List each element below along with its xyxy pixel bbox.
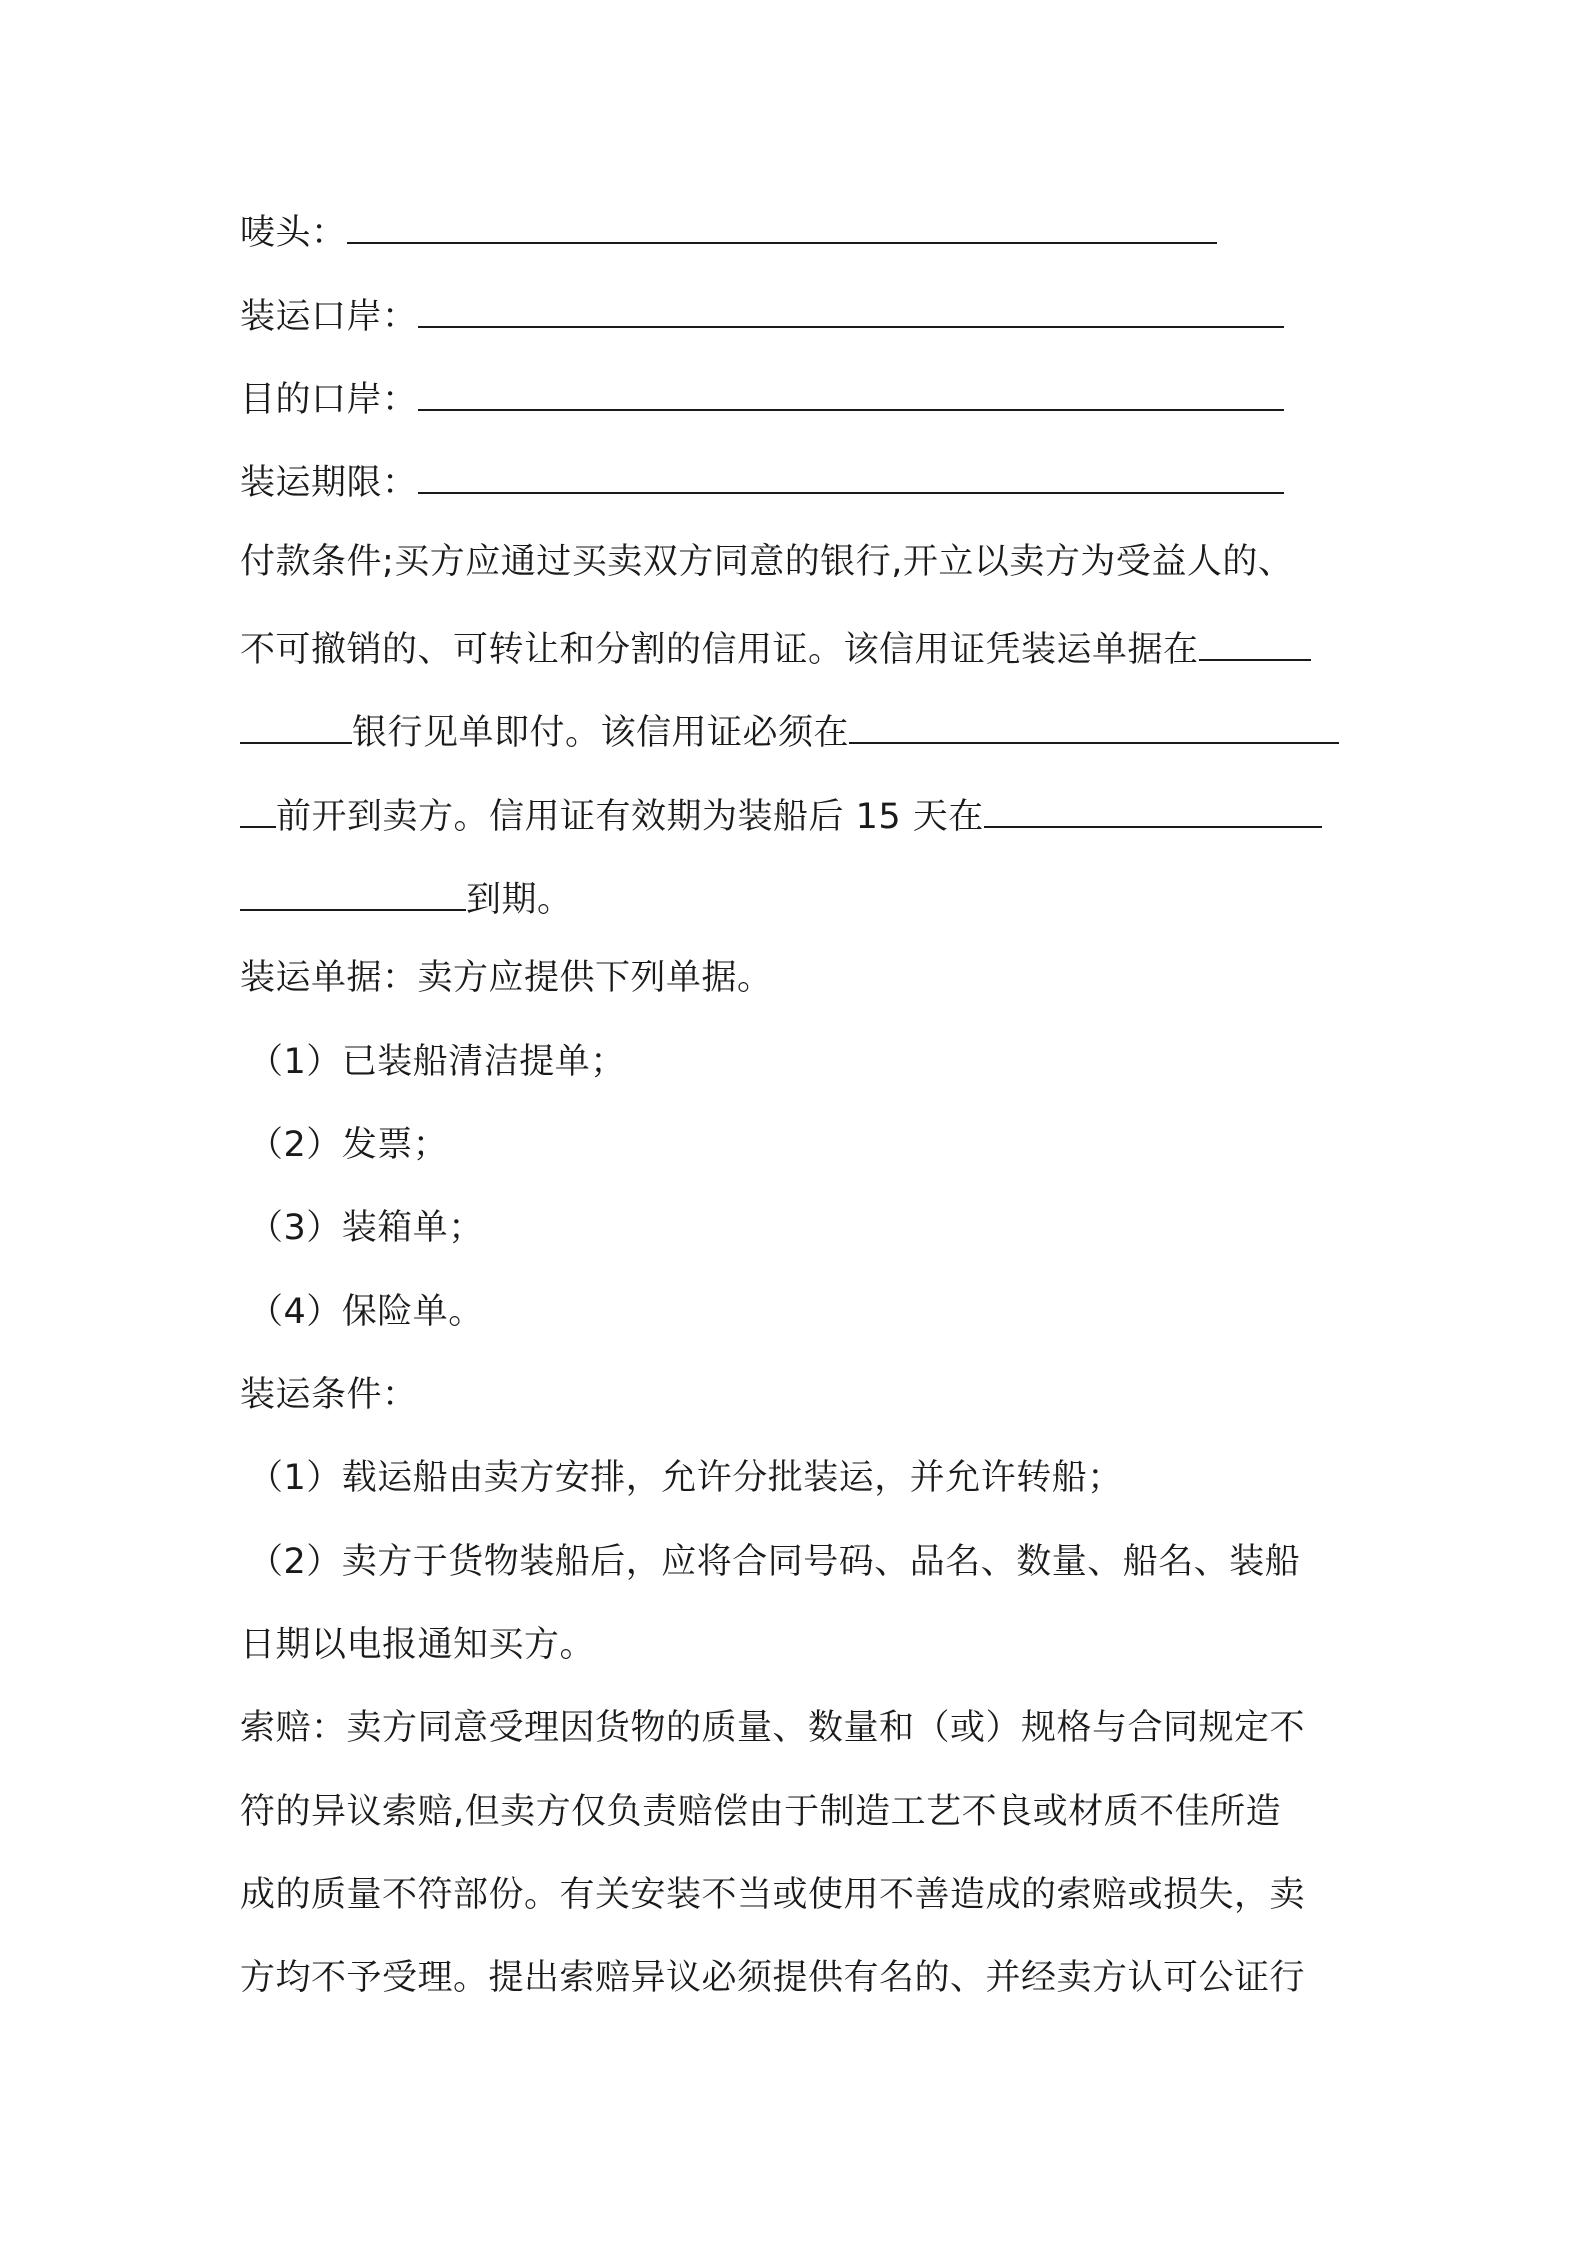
- fill-in-blank: [1199, 615, 1311, 661]
- fill-in-blank: [984, 782, 1322, 828]
- claims-line-4: 方均不予受理。提出索赔异议必须提供有名的、并经卖方认可公证行: [240, 1958, 1306, 1998]
- field-mark: [240, 198, 1360, 258]
- shipping-terms-item-2-line-1: （2）卖方于货物装船后，应将合同号码、品名、数量、船名、装船: [248, 1542, 1301, 1582]
- payment-line-4: [240, 782, 1360, 842]
- shipping-terms-item-1: （1）载运船由卖方安排，允许分批装运，并允许转船；: [248, 1458, 1123, 1498]
- payment-line-1: 付款条件;买方应通过买卖双方同意的银行,开立以卖方为受益人的、: [240, 542, 1294, 582]
- fill-in-blank: [347, 198, 1217, 244]
- shipping-terms-item-2-line-2: 日期以电报通知买方。: [240, 1625, 596, 1665]
- field-loading-port: [240, 282, 1360, 342]
- fill-in-blank: [418, 448, 1284, 494]
- shipping-document-item: （3）装箱单；: [248, 1208, 484, 1248]
- field-destination-port-label: 目的口岸：: [240, 380, 418, 420]
- fill-in-blank: [418, 365, 1284, 411]
- field-shipment-period: [240, 448, 1360, 508]
- shipping-document-item: （2）发票；: [248, 1125, 449, 1165]
- fill-in-blank: [849, 698, 1339, 744]
- fill-in-blank: [240, 865, 466, 911]
- fill-in-blank: [418, 282, 1284, 328]
- shipping-documents-heading: 装运单据：卖方应提供下列单据。: [240, 958, 773, 998]
- shipping-terms-heading: 装运条件：: [240, 1375, 418, 1415]
- payment-line-5-text: 到期。: [466, 880, 573, 920]
- shipping-document-item: （1）已装船清洁提单；: [248, 1042, 626, 1082]
- payment-line-5: [240, 865, 1360, 925]
- shipping-document-item: （4）保险单。: [248, 1292, 484, 1332]
- payment-line-2-text: 不可撤销的、可转让和分割的信用证。该信用证凭装运单据在: [240, 630, 1199, 670]
- field-loading-port-label: 装运口岸：: [240, 297, 418, 337]
- claims-line-3: 成的质量不符部份。有关安装不当或使用不善造成的索赔或损失，卖: [240, 1875, 1306, 1915]
- field-mark-label: 唛头：: [240, 213, 347, 253]
- payment-line-4-text: 前开到卖方。信用证有效期为装船后 15 天在: [276, 797, 984, 837]
- fill-in-blank: [240, 698, 352, 744]
- payment-line-3-text: 银行见单即付。该信用证必须在: [352, 713, 850, 753]
- field-shipment-period-label: 装运期限：: [240, 463, 418, 503]
- field-destination-port: [240, 365, 1360, 425]
- claims-line-2: 符的异议索赔,但卖方仅负责赔偿由于制造工艺不良或材质不佳所造: [240, 1792, 1282, 1832]
- claims-line-1: 索赔：卖方同意受理因货物的质量、数量和（或）规格与合同规定不: [240, 1708, 1306, 1748]
- payment-line-3: [240, 698, 1360, 758]
- fill-in-blank: [240, 782, 276, 828]
- payment-line-2: [240, 615, 1360, 675]
